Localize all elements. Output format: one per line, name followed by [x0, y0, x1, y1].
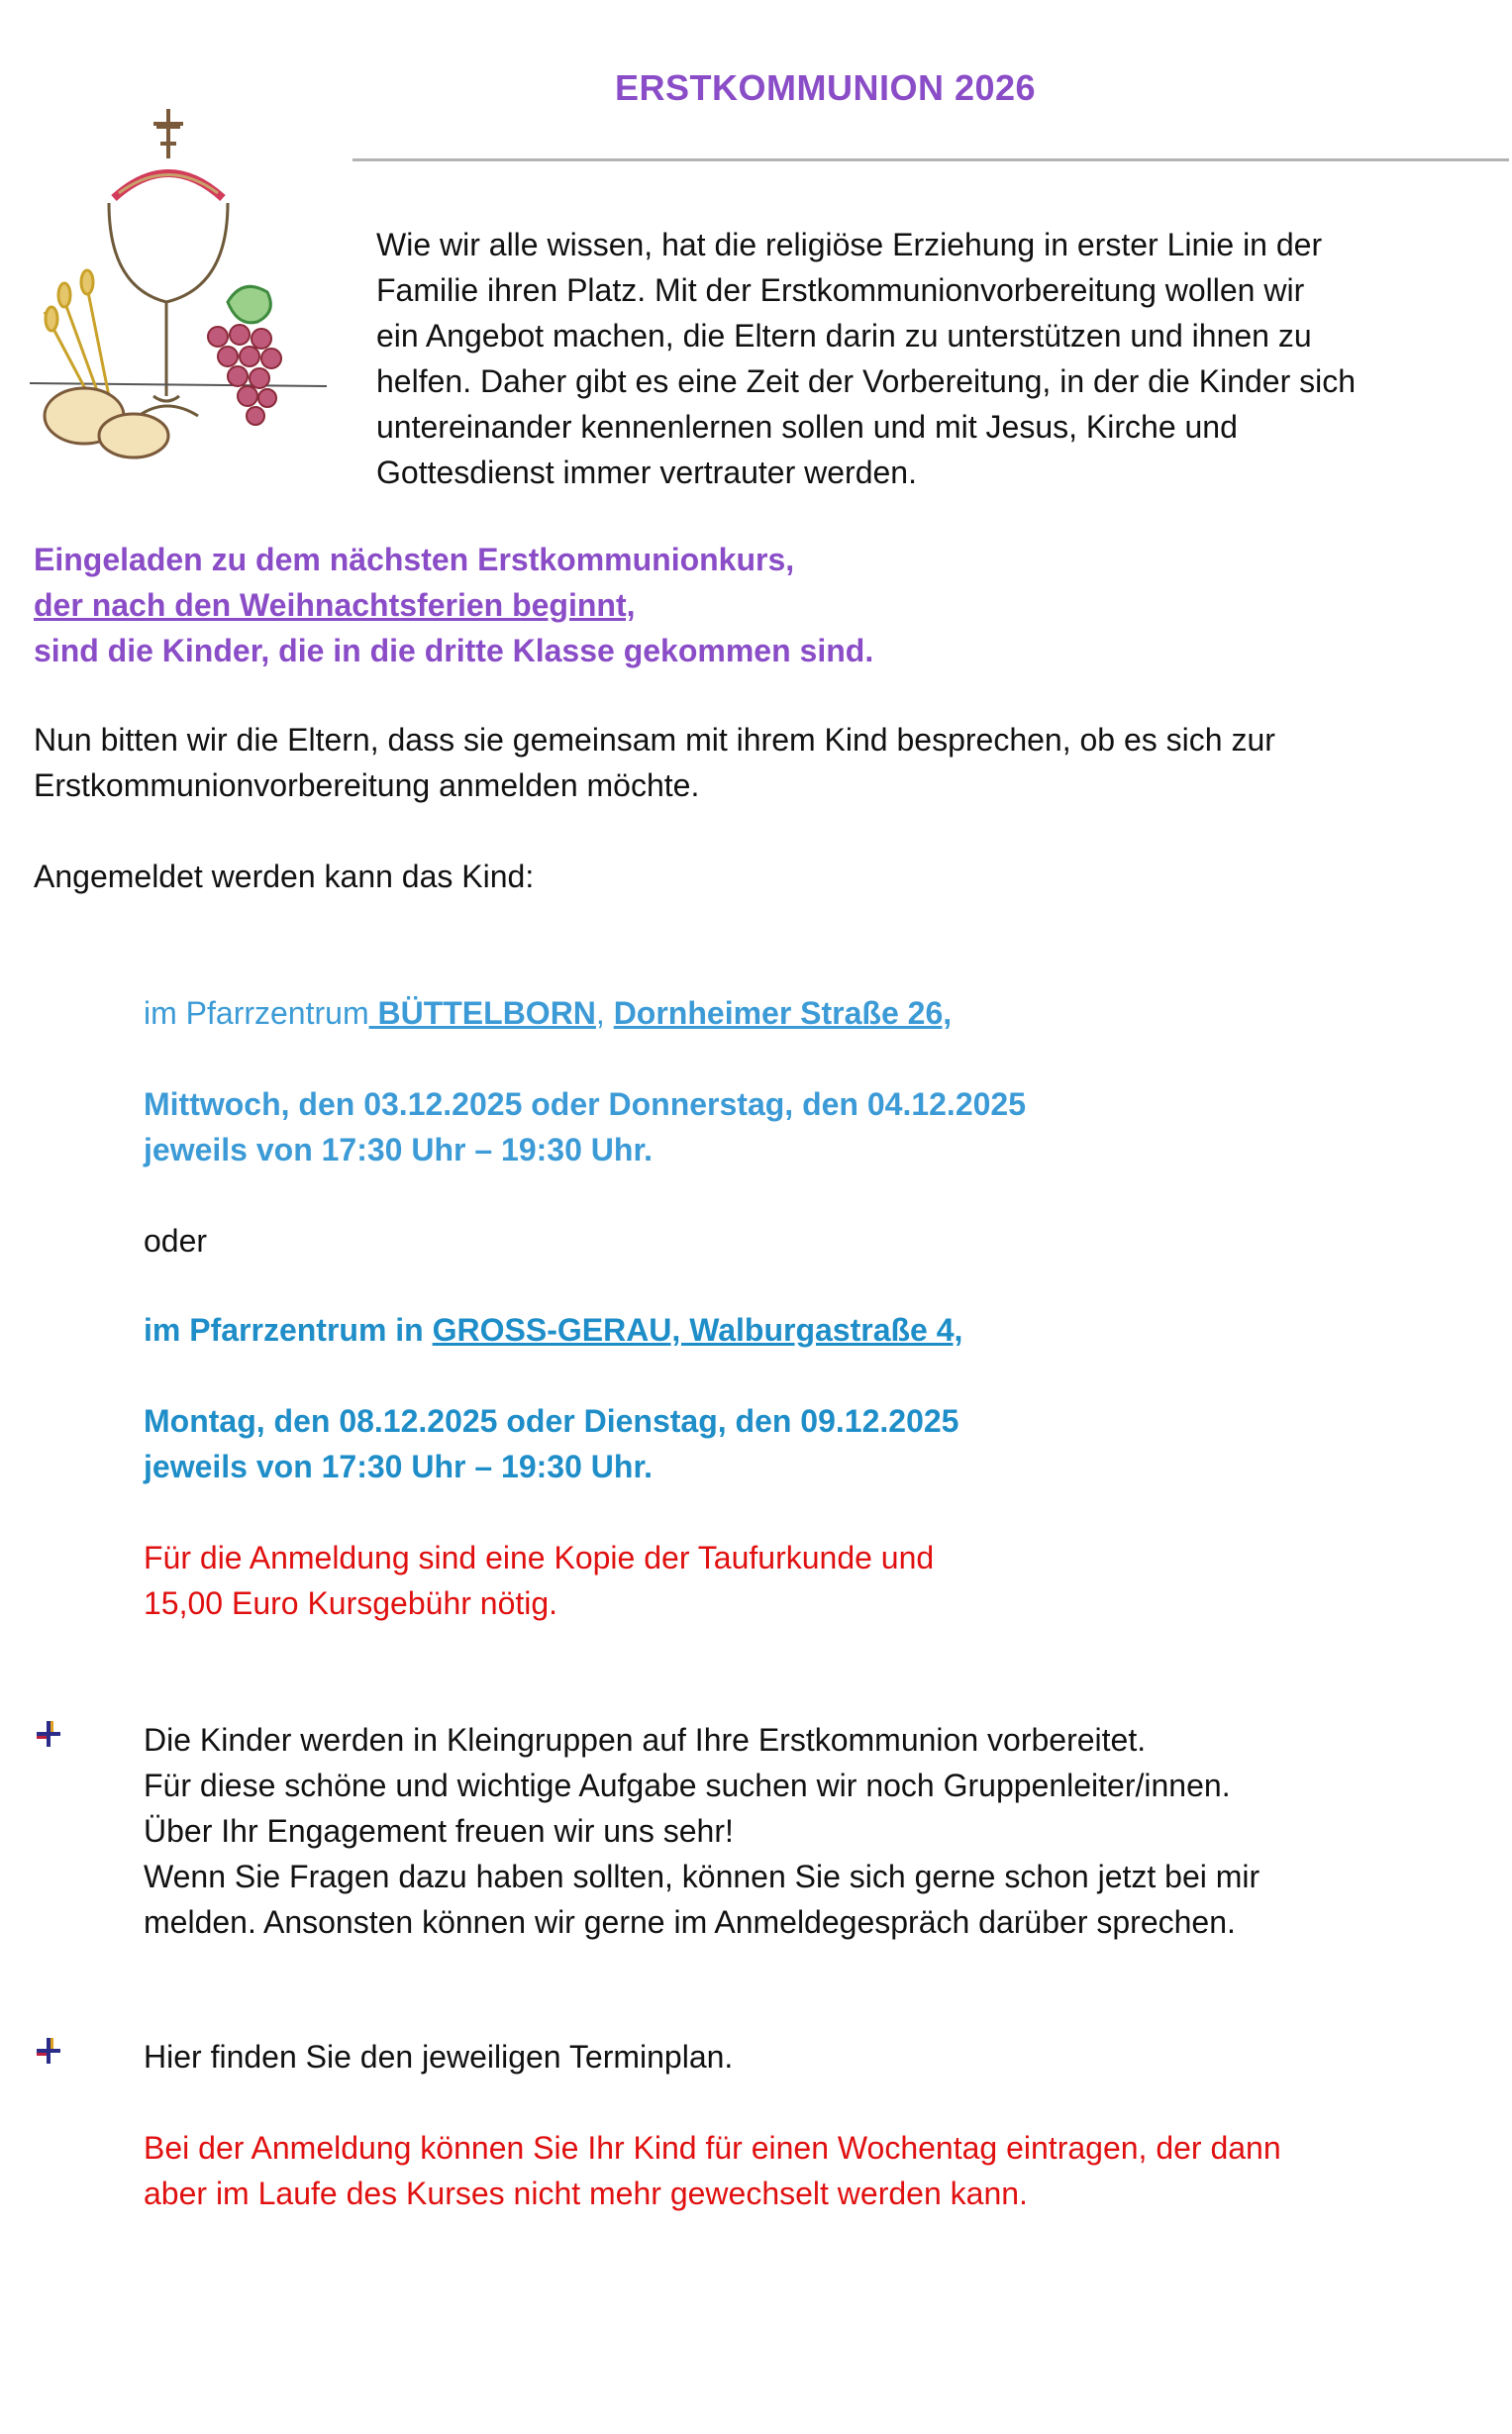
intro-line: Gottesdienst immer vertrauter werden.: [376, 455, 917, 490]
title-divider: [353, 158, 1509, 161]
requirements-line: 15,00 Euro Kursgebühr nötig.: [144, 1585, 558, 1621]
cross-bullet-icon: [34, 2036, 63, 2066]
location2-dates: Montag, den 08.12.2025 oder Dienstag, den 09.12.2025: [144, 1403, 959, 1439]
page-title: ERSTKOMMUNION 2026: [614, 67, 1037, 108]
parents-line: Erstkommunionvorbereitung anmelden möchte.: [34, 767, 700, 803]
location2-prefix: im Pfarrzentrum in: [144, 1312, 433, 1348]
cross-icon: [153, 109, 183, 158]
registration-intro: Angemeldet werden kann das Kind:: [34, 859, 535, 894]
vine-leaf-icon: [228, 286, 270, 322]
grapes-icon: [208, 325, 281, 425]
chalice-illustration: [30, 99, 356, 475]
group-leaders-paragraph: [144, 1717, 1260, 1945]
requirements-line: Für die Anmeldung sind eine Kopie der Taufurkunde und: [144, 1540, 935, 1575]
weekday-line: aber im Laufe des Kurses nicht mehr gewechselt werden kann.: [144, 2176, 1028, 2211]
location1-address: [144, 990, 952, 1036]
intro-line: Familie ihren Platz. Mit der Erstkommunionvorbereitung wollen wir: [376, 272, 1305, 308]
requirements-note: [144, 1535, 934, 1626]
location1-street-link[interactable]: Dornheimer Straße 26,: [613, 995, 953, 1031]
bullet1-line: Für diese schöne und wichtige Aufgabe suchen wir noch Gruppenleiter/innen.: [144, 1768, 1231, 1803]
location1-town-link[interactable]: BÜTTELBORN: [368, 995, 596, 1031]
invite-line: Eingeladen zu dem nächsten Erstkommunionkurs,: [34, 542, 795, 577]
intro-line: Wie wir alle wissen, hat die religiöse Erziehung in erster Linie in der: [376, 227, 1323, 262]
location1-prefix: im Pfarrzentrum: [144, 995, 369, 1031]
schedule-text: Hier finden Sie den jeweiligen Terminplan.: [144, 2039, 734, 2075]
intro-line: ein Angebot machen, die Eltern darin zu unterstützen und ihnen zu: [376, 318, 1312, 354]
weekday-note: [144, 2125, 1281, 2216]
location1-schedule: [144, 1081, 1026, 1172]
location2-address: [144, 1307, 962, 1353]
invite-line: sind die Kinder, die in die dritte Klasse gekommen sind.: [34, 633, 874, 668]
intro-line: untereinander kennenlernen sollen und mit Jesus, Kirche und: [376, 409, 1238, 445]
chalice-cup: [109, 203, 228, 302]
location2-address-link[interactable]: GROSS-GERAU, Walburgastraße 4,: [432, 1312, 963, 1348]
location2-schedule: [144, 1398, 958, 1489]
or-text: oder: [144, 1223, 208, 1259]
bread-icon: [45, 388, 168, 457]
invite-line: der nach den Weihnachtsferien beginnt,: [34, 587, 636, 623]
location1-dates: Mittwoch, den 03.12.2025 oder Donnerstag, den 04.12.2025: [144, 1086, 1026, 1122]
bullet1-line: melden. Ansonsten können wir gerne im Anmeldegespräch darüber sprechen.: [144, 1904, 1236, 1940]
bullet1-line: Die Kinder werden in Kleingruppen auf Ihre Erstkommunion vorbereitet.: [144, 1722, 1147, 1758]
parents-line: Nun bitten wir die Eltern, dass sie gemeinsam mit ihrem Kind besprechen, ob es sich zur: [34, 722, 1275, 758]
parents-paragraph: [34, 717, 1275, 808]
bullet1-line: Wenn Sie Fragen dazu haben sollten, können Sie sich gerne schon jetzt bei mir: [144, 1859, 1260, 1894]
bullet1-line: Über Ihr Engagement freuen wir uns sehr!: [144, 1813, 734, 1849]
weekday-line: Bei der Anmeldung können Sie Ihr Kind für einen Wochentag eintragen, der dann: [144, 2130, 1281, 2166]
intro-line: helfen. Daher gibt es eine Zeit der Vorbereitung, in der die Kinder sich: [376, 363, 1357, 399]
intro-paragraph: [376, 222, 1485, 495]
invitation-text: [34, 537, 873, 673]
cross-bullet-icon: [34, 1719, 63, 1749]
wheat-icon: [45, 270, 109, 396]
location1-separator: ,: [595, 995, 614, 1031]
location2-times: jeweils von 17:30 Uhr – 19:30 Uhr.: [144, 1449, 654, 1484]
location1-times: jeweils von 17:30 Uhr – 19:30 Uhr.: [144, 1132, 654, 1167]
